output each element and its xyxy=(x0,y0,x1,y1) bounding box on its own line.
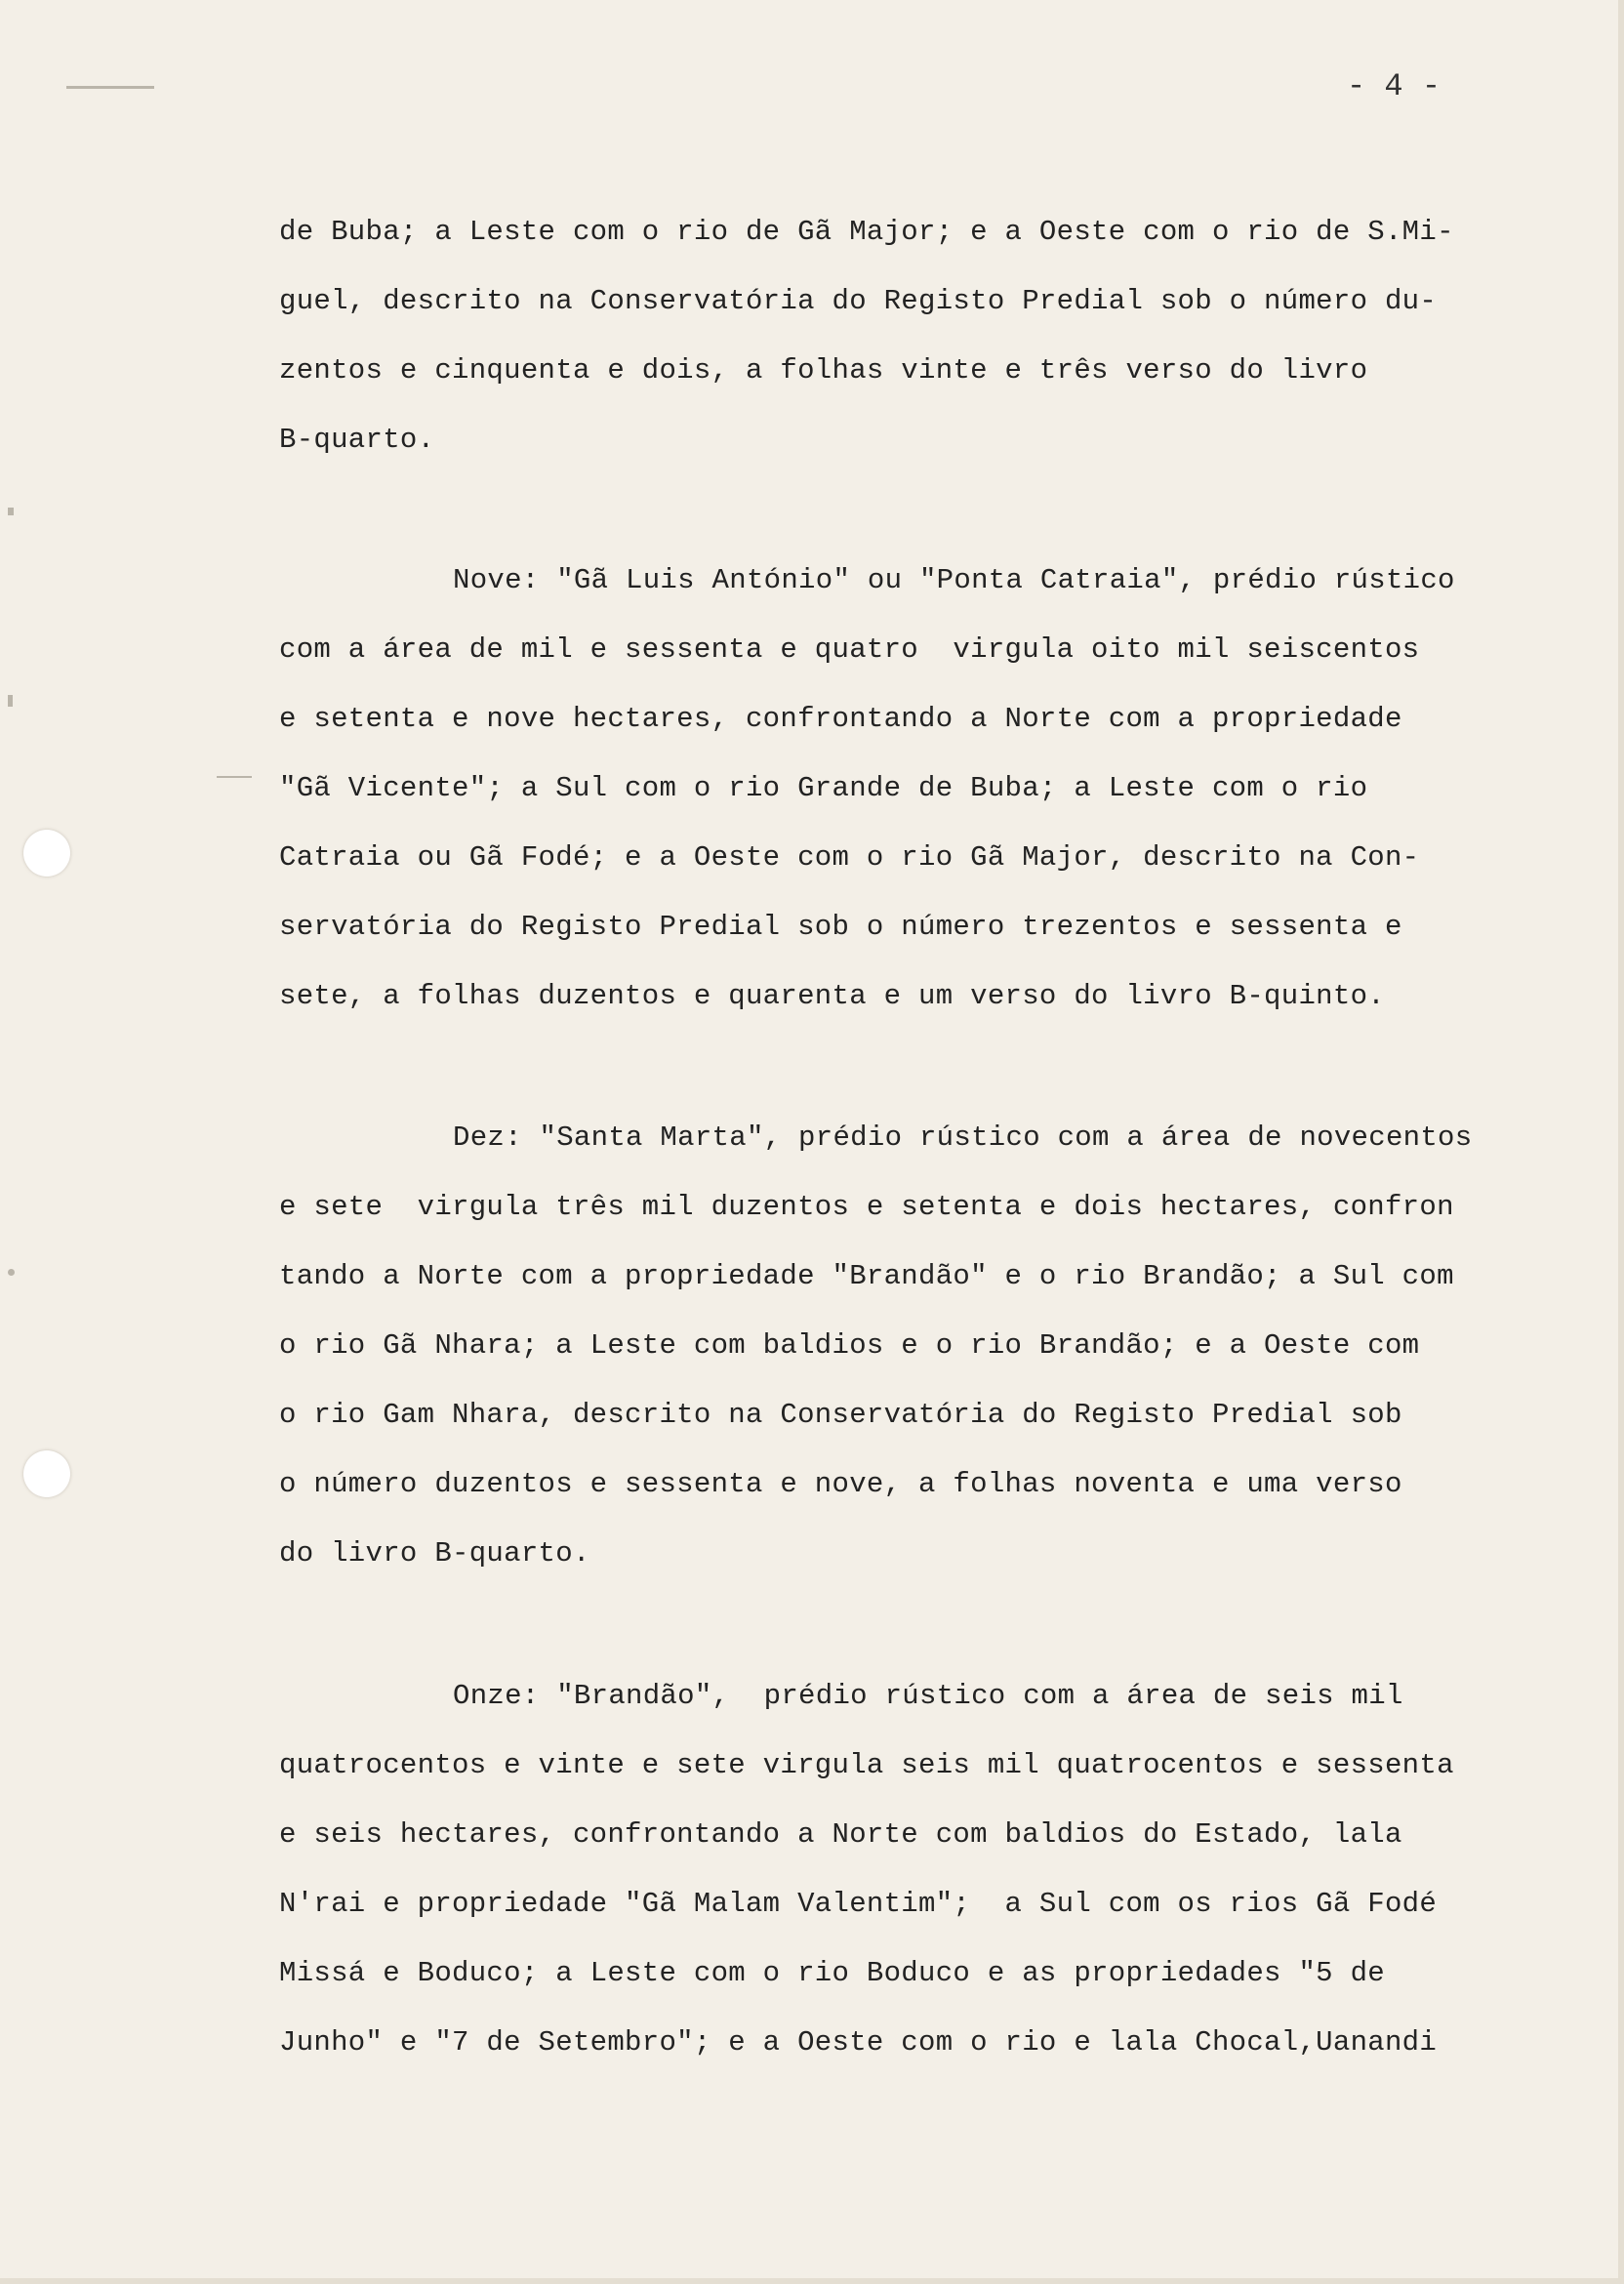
text-line: quatrocentos e vinte e sete virgula seis mil quatrocentos e sessenta xyxy=(279,1749,1454,1781)
margin-mark xyxy=(8,1269,15,1276)
text-line: com a área de mil e sessenta e quatro virgula oito mil seiscentos xyxy=(279,633,1420,666)
text-line: o rio Gam Nhara, descrito na Conservatória do Registo Predial sob xyxy=(279,1399,1402,1431)
paragraph-dez xyxy=(279,1103,1587,1588)
text-line: sete, a folhas duzentos e quarenta e um verso do livro B-quinto. xyxy=(279,980,1385,1012)
text-line: Catraia ou Gã Fodé; e a Oeste com o rio Gã Major, descrito na Con- xyxy=(279,841,1420,874)
paragraph-nove xyxy=(279,546,1587,1031)
text-line: tando a Norte com a propriedade "Brandão" e o rio Brandão; a Sul com xyxy=(279,1260,1454,1292)
text-line: guel, descrito na Conservatória do Registo Predial sob o número du- xyxy=(279,285,1438,317)
text-line: do livro B-quarto. xyxy=(279,1537,590,1570)
text-line: Nove: "Gã Luis António" ou "Ponta Catraia", prédio rústico xyxy=(453,564,1455,596)
text-line: Missá e Boduco; a Leste com o rio Boduco e as propriedades "5 de xyxy=(279,1957,1385,1989)
margin-mark xyxy=(217,776,252,778)
paragraph-continuation xyxy=(279,197,1587,474)
margin-mark xyxy=(8,695,13,707)
text-line: "Gã Vicente"; a Sul com o rio Grande de Buba; a Leste com o rio xyxy=(279,772,1368,804)
text-line: e setenta e nove hectares, confrontando a Norte com a propriedade xyxy=(279,703,1402,735)
punch-hole xyxy=(23,1450,70,1497)
paper-bottom-edge xyxy=(0,2278,1624,2284)
punch-hole xyxy=(23,830,70,877)
text-line: Junho" e "7 de Setembro"; e a Oeste com o rio e lala Chocal,Uanandi xyxy=(279,2026,1438,2059)
text-line: B-quarto. xyxy=(279,424,435,456)
text-line: o número duzentos e sessenta e nove, a folhas noventa e uma verso xyxy=(279,1468,1402,1500)
text-line: zentos e cinquenta e dois, a folhas vinte e três verso do livro xyxy=(279,354,1368,387)
text-line: Onze: "Brandão", prédio rústico com a área de seis mil xyxy=(453,1680,1403,1712)
text-line: Dez: "Santa Marta", prédio rústico com a área de novecentos xyxy=(453,1122,1473,1154)
margin-mark xyxy=(8,508,14,515)
page-number: - 4 - xyxy=(1347,68,1441,104)
text-line: servatória do Registo Predial sob o número trezentos e sessenta e xyxy=(279,911,1402,943)
text-line: e sete virgula três mil duzentos e setenta e dois hectares, confron xyxy=(279,1191,1454,1223)
text-line: o rio Gã Nhara; a Leste com baldios e o rio Brandão; e a Oeste com xyxy=(279,1329,1420,1362)
text-line: N'rai e propriedade "Gã Malam Valentim"; a Sul com os rios Gã Fodé xyxy=(279,1888,1438,1920)
paragraph-onze xyxy=(279,1661,1587,2077)
margin-mark xyxy=(66,86,154,89)
paper-edge xyxy=(1618,0,1624,2284)
text-line: e seis hectares, confrontando a Norte com baldios do Estado, lala xyxy=(279,1818,1402,1851)
text-line: de Buba; a Leste com o rio de Gã Major; e a Oeste com o rio de S.Mi- xyxy=(279,216,1454,248)
